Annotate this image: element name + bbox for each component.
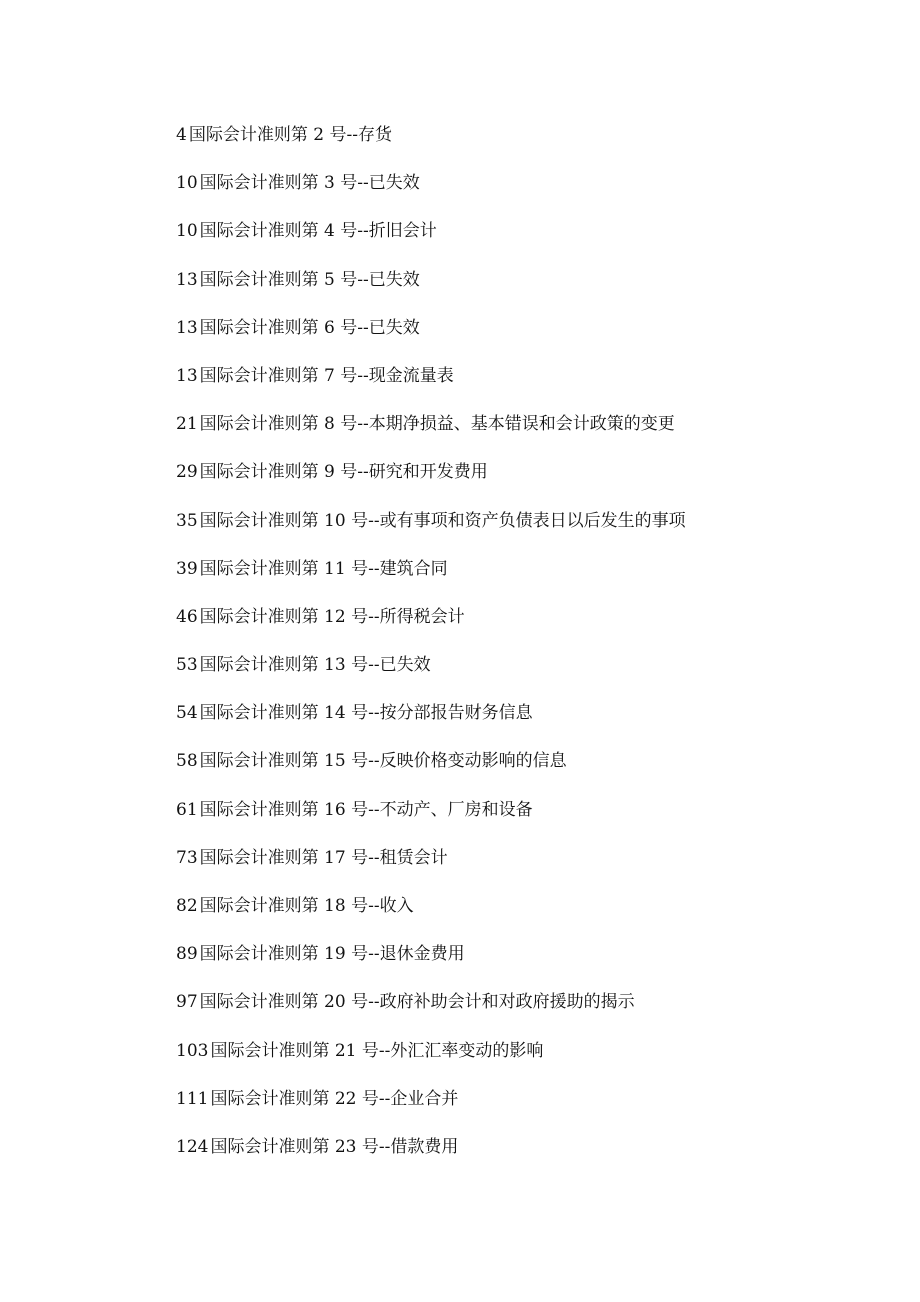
toc-page-number: 97	[176, 992, 198, 1013]
toc-page-number: 111	[176, 1088, 209, 1109]
toc-entry	[176, 316, 876, 364]
toc-entry-title: 国际会计准则第 4 号--折旧会计	[199, 221, 437, 242]
toc-page-number: 13	[176, 365, 198, 386]
toc-entry	[176, 749, 876, 797]
toc-entry-title: 国际会计准则第 7 号--现金流量表	[199, 365, 454, 386]
toc-page-number: 103	[176, 1040, 209, 1061]
toc-entry	[176, 123, 876, 171]
toc-entry	[176, 219, 876, 267]
toc-entry-title: 国际会计准则第 20 号--政府补助会计和对政府援助的揭示	[199, 992, 635, 1013]
toc-entry	[176, 509, 876, 557]
toc-entry-title: 国际会计准则第 9 号--研究和开发费用	[199, 462, 488, 483]
toc-entry-title: 国际会计准则第 23 号--借款费用	[210, 1136, 459, 1157]
toc-entry-title: 国际会计准则第 11 号--建筑合同	[199, 558, 448, 579]
toc-entry-title: 国际会计准则第 22 号--企业合并	[210, 1088, 459, 1109]
toc-entry	[176, 1039, 876, 1087]
toc-entry	[176, 798, 876, 846]
toc-page-number: 35	[176, 510, 198, 531]
toc-entry	[176, 268, 876, 316]
toc-entry-title: 国际会计准则第 6 号--已失效	[199, 317, 420, 338]
toc-entry	[176, 364, 876, 412]
toc-page-number: 13	[176, 317, 198, 338]
toc-page-number: 124	[176, 1136, 209, 1157]
toc-entry	[176, 171, 876, 219]
toc-entry-title: 国际会计准则第 3 号--已失效	[199, 173, 420, 194]
toc-entry-title: 国际会计准则第 12 号--所得税会计	[199, 606, 465, 627]
toc-entry	[176, 605, 876, 653]
toc-entry	[176, 894, 876, 942]
toc-entry	[176, 460, 876, 508]
toc-entry-title: 国际会计准则第 8 号--本期净损益、基本错误和会计政策的变更	[199, 414, 675, 435]
toc-page-number: 54	[176, 703, 198, 724]
toc-entry-title: 国际会计准则第 10 号--或有事项和资产负债表日以后发生的事项	[199, 510, 686, 531]
toc-entry-title: 国际会计准则第 16 号--不动产、厂房和设备	[199, 799, 533, 820]
toc-page-number: 10	[176, 173, 198, 194]
toc-entry-title: 国际会计准则第 2 号--存货	[188, 125, 392, 145]
toc-page-number: 13	[176, 269, 198, 290]
toc-page-number: 29	[176, 462, 198, 483]
toc-entry-title: 国际会计准则第 18 号--收入	[199, 896, 414, 916]
toc-page-number: 58	[176, 751, 198, 772]
toc-page-number: 89	[176, 944, 198, 965]
toc-page-number: 46	[176, 606, 198, 627]
toc-page-number: 82	[176, 896, 198, 916]
toc-entry-title: 国际会计准则第 17 号--租赁会计	[199, 847, 448, 868]
toc-page-number: 21	[176, 414, 198, 435]
table-of-contents	[176, 123, 876, 1183]
toc-entry-title: 国际会计准则第 15 号--反映价格变动影响的信息	[199, 751, 567, 772]
toc-entry-title: 国际会计准则第 13 号--已失效	[199, 655, 431, 676]
toc-entry-title: 国际会计准则第 14 号--按分部报告财务信息	[199, 703, 533, 724]
toc-entry	[176, 1135, 876, 1183]
toc-entry	[176, 701, 876, 749]
toc-entry	[176, 1087, 876, 1135]
toc-page-number: 39	[176, 558, 198, 579]
toc-entry-title: 国际会计准则第 19 号--退休金费用	[199, 944, 465, 965]
toc-entry	[176, 846, 876, 894]
toc-entry	[176, 412, 876, 460]
toc-entry-title: 国际会计准则第 21 号--外汇汇率变动的影响	[210, 1040, 544, 1061]
toc-page-number: 10	[176, 221, 198, 242]
toc-entry	[176, 942, 876, 990]
toc-page-number: 73	[176, 847, 198, 868]
toc-entry	[176, 557, 876, 605]
toc-entry	[176, 990, 876, 1038]
toc-entry-title: 国际会计准则第 5 号--已失效	[199, 269, 420, 290]
toc-entry	[176, 653, 876, 701]
toc-page-number: 61	[176, 799, 198, 820]
toc-page-number: 4	[176, 125, 187, 145]
toc-page-number: 53	[176, 655, 198, 676]
